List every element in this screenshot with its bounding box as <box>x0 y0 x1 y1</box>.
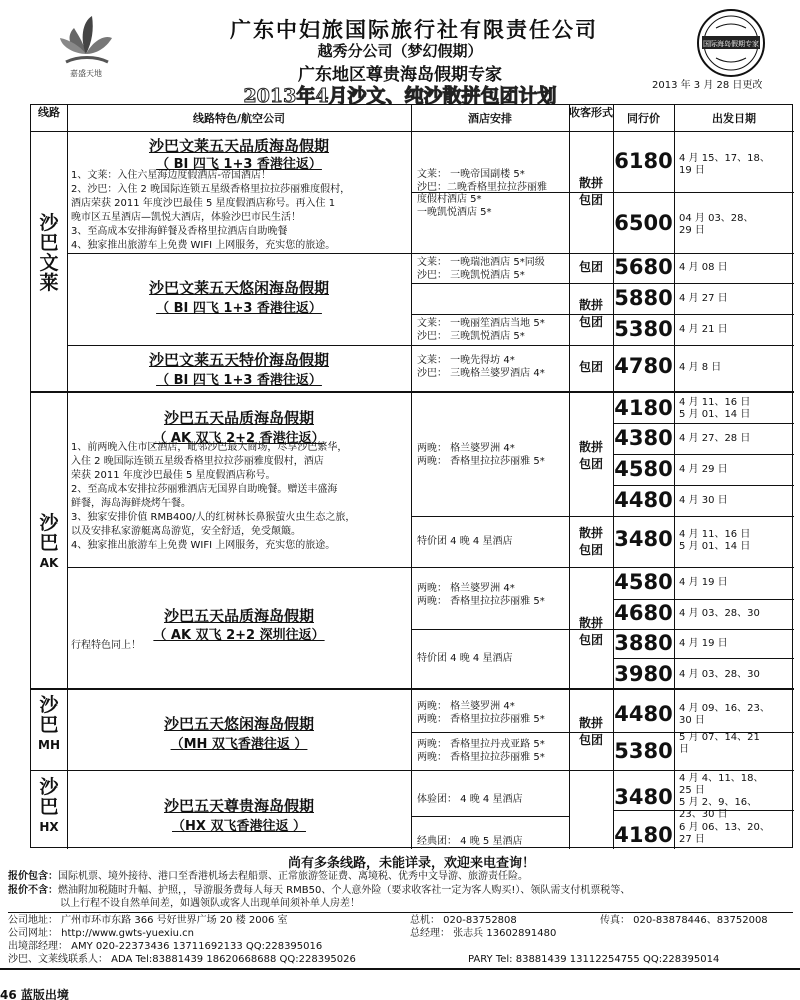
hotel-arrangement: 经典团： 4 晚 5 星酒店 <box>417 836 523 847</box>
booking-form: 散拼 包团 <box>578 716 603 747</box>
company-phone: 总机： 020-83752808 <box>410 915 517 926</box>
route-title: 沙巴文莱五天特价海岛假期 <box>148 351 329 369</box>
price: 3480 <box>614 785 673 809</box>
company-address: 公司地址： 广州市环市东路 366 号好世界广场 20 楼 2006 室 <box>8 915 288 926</box>
departure-dates: 4 月 4、11、18、 25 日 5 月 2、9、16、 23、30 日 <box>679 773 764 820</box>
hotel-arrangement: 文莱： 一晚瑞池酒店 5*同级 沙巴： 三晚凯悦酒店 5* <box>417 257 545 281</box>
col-header-features: 线路特色/航空公司 <box>192 112 286 125</box>
price: 4380 <box>614 426 673 450</box>
price-divider <box>613 283 794 284</box>
price: 4680 <box>614 601 673 625</box>
price-divider <box>411 816 569 817</box>
departure-dates: 4 月 29 日 <box>679 464 728 475</box>
price: 4480 <box>614 488 673 512</box>
group-divider <box>31 391 794 393</box>
hotel-arrangement: 两晚： 格兰婆罗洲 4* 两晚： 香格里拉拉莎丽雅 5* <box>417 701 545 725</box>
route-title: 沙巴文莱五天品质海岛假期 <box>148 137 329 155</box>
company-fax: 传真： 020-83878446、83752008 <box>600 915 768 926</box>
departure-dates: 4 月 03、28、30 <box>679 669 760 680</box>
departure-dates: 4 月 27 日 <box>679 293 728 304</box>
col-header-dates: 出发日期 <box>712 112 756 125</box>
departure-dates: 4 月 19 日 <box>679 638 728 649</box>
departure-dates: 04 月 03、28、 29 日 <box>679 213 754 236</box>
price: 4580 <box>614 457 673 481</box>
route-note: 行程特色同上！ <box>71 640 141 651</box>
departure-dates: 4 月 08 日 <box>679 262 728 273</box>
footer-divider <box>8 912 793 913</box>
more-routes-notice: 尚有多条线路，未能详录，欢迎来电查询！ <box>287 856 535 871</box>
departure-dates: 4 月 8 日 <box>679 362 722 373</box>
header-divider <box>31 131 794 132</box>
price: 4780 <box>614 354 673 378</box>
price-includes: 报价包含：国际机票、境外接待、港口至香港机场去程船票、正常旅游签证费、离境税、优秀中文导游、旅游责任险。 <box>8 871 528 882</box>
hotel-arrangement: 两晚： 格兰婆罗洲 4* 两晚： 香格里拉拉莎丽雅 5* <box>417 443 545 467</box>
route-features: 1、前两晚入住市区酒店，毗邻沙巴最大商场，尽享沙巴繁华， 入住 2 晚国际连锁五星级香格里拉拉莎丽雅度假村，酒店 荣获 2011 年度沙巴最佳 5 星度假酒店称号。 2、至高成本安排拉莎丽雅酒店无国界自助晚餐。赠送丰盛海 鲜餐，海岛海鲜烧烤午餐。 3、独家安排价值 RMB400/人的红树林长鼻猴萤火虫生态之旅， 以及安排私家游艇离岛游览，安全舒适，免受颠簸。 4、独家推出旅游车上免费 WIFI 上网服务，充实您的旅途。 <box>71 442 356 551</box>
col-header-hotel: 酒店安排 <box>468 112 512 125</box>
route-title: 沙巴五天悠闲海岛假期 <box>163 715 314 733</box>
group-label-brunei: 沙巴文莱 <box>39 212 59 294</box>
group-divider <box>31 770 794 771</box>
route-subtitle: （ AK 双飞 2+2 深圳往返） <box>153 628 325 643</box>
hotel-arrangement: 特价团 4 晚 4 星酒店 <box>417 536 513 547</box>
col-divider <box>411 105 412 849</box>
route-title: 沙巴五天尊贵海岛假期 <box>163 797 314 815</box>
price-divider <box>613 454 794 455</box>
departure-dates: 4 月 27、28 日 <box>679 433 751 444</box>
price-excludes-note: 以上行程不设自然单间差，如遇领队或客人出现单间须补单人房差！ <box>60 898 360 909</box>
update-date: 2013 年 3 月 28 日更改 <box>652 80 763 91</box>
hotel-arrangement: 特价团 4 晚 4 星酒店 <box>417 653 513 664</box>
hotel-arrangement: 两晚： 格兰婆罗洲 4* 两晚： 香格里拉拉莎丽雅 5* <box>417 583 545 607</box>
route-divider <box>67 345 794 346</box>
svg-text:国际海岛假期专家: 国际海岛假期专家 <box>703 40 759 48</box>
departure-dates: 4 月 19 日 <box>679 577 728 588</box>
booking-form: 包团 <box>578 360 603 374</box>
col-divider <box>674 105 675 849</box>
hotel-arrangement: 体验团： 4 晚 4 星酒店 <box>417 794 523 805</box>
contact-ada: 沙巴、文莱线联系人： ADA Tel:83881439 18620668688 QQ:228395026 <box>8 954 356 965</box>
page-number: 46 蓝版出境 <box>0 988 69 1000</box>
price: 5380 <box>614 739 673 763</box>
contact-pary: PARY Tel: 83881439 13112254755 QQ:228395014 <box>468 954 720 965</box>
price-divider <box>411 283 569 284</box>
group-label-ak: 沙巴 AK <box>39 512 59 570</box>
svg-text:嘉盛天地: 嘉盛天地 <box>70 69 102 78</box>
booking-form: 散拼 包团 <box>578 298 603 329</box>
booking-form: 散拼 包团 <box>578 176 603 207</box>
group-label-hx: 沙巴 HX <box>39 776 59 834</box>
booking-form: 散拼 包团 <box>578 616 603 647</box>
company-name: 广东中妇旅国际旅行社有限责任公司 <box>230 18 598 42</box>
hotel-arrangement: 文莱： 一晚丽笙酒店当地 5* 沙巴： 三晚凯悦酒店 5* <box>417 318 545 342</box>
col-header-price: 同行价 <box>627 112 660 125</box>
route-subtitle: （ AK 双飞 2+2 香港往返） <box>153 431 325 446</box>
header <box>0 0 800 107</box>
departure-dates: 4 月 11、16 日 5 月 01、14 日 <box>679 529 751 552</box>
price: 5380 <box>614 317 673 341</box>
price: 3480 <box>614 527 673 551</box>
group-divider <box>31 688 794 690</box>
company-website[interactable]: 公司网址： http://www.gwts-yuexiu.cn <box>8 928 194 939</box>
price: 3980 <box>614 662 673 686</box>
departure-dates: 4 月 03、28、30 <box>679 608 760 619</box>
price-divider <box>613 423 794 424</box>
slogan: 广东地区尊贵海岛假期专家 <box>298 65 502 85</box>
route-subtitle: （ BI 四飞 1+3 香港往返） <box>156 301 322 316</box>
branch-name: 越秀分公司（梦幻假期） <box>317 42 483 60</box>
price: 4580 <box>614 570 673 594</box>
price: 5680 <box>614 255 673 279</box>
general-manager: 总经理： 张志兵 13602891480 <box>410 928 557 939</box>
route-subtitle: （HX 双飞香港往返 ） <box>172 819 306 834</box>
route-title: 沙巴五天品质海岛假期 <box>163 607 314 625</box>
departure-dates: 4 月 11、16 日 5 月 01、14 日 <box>679 397 751 420</box>
hotel-arrangement: 文莱： 一晚帝国副楼 5* 沙巴：二晚香格里拉拉莎丽雅 度假村酒店 5* 一晚凯悦酒店 5* <box>417 169 547 218</box>
price: 4180 <box>614 396 673 420</box>
page-divider <box>0 968 800 970</box>
price: 5880 <box>614 286 673 310</box>
departure-dates: 4 月 21 日 <box>679 324 728 335</box>
route-subtitle: （MH 双飞香港往返 ） <box>170 737 308 752</box>
price: 6500 <box>614 211 673 235</box>
booking-form: 散拼 包团 <box>578 440 603 471</box>
col-header-form: 收客形式 <box>569 106 613 119</box>
price-divider <box>613 599 794 600</box>
booking-form: 包团 <box>578 260 603 274</box>
departure-dates: 4 月 15、17、18、 19 日 <box>679 153 770 176</box>
route-subtitle: （ BI 四飞 1+3 香港往返） <box>156 373 322 388</box>
departure-dates: 4 月 09、16、23、 30 日 <box>679 703 770 726</box>
route-features: 1、文莱：入住六星海边度假酒店-帝国酒店！ 2、沙巴：入住 2 晚国际连锁五星级香格里拉拉莎丽雅度假村， 酒店荣获 2011 年度沙巴最佳 5 星度假酒店称号。再入住 1 晚市区五星酒店—凯悦大酒店，体验沙巴市民生活！ 3、至高成本安排海鲜餐及香格里拉酒店自助晚餐 4、独家推出旅游车上免费 WIFI 上网服务，充实您的旅途。 <box>71 170 351 251</box>
price: 6180 <box>614 149 673 173</box>
departure-dates: 6 月 06、13、20、 27 日 <box>679 822 770 845</box>
hotel-arrangement: 文莱： 一晚先得坊 4* 沙巴： 三晚格兰婆罗酒店 4* <box>417 355 545 379</box>
departure-dates: 5 月 07、14、21 日 <box>679 732 760 755</box>
col-header-route: 线路 <box>38 106 60 119</box>
outbound-manager: 出境部经理： AMY 020-22373436 13711692133 QQ:228395016 <box>8 941 323 952</box>
seal-logo-icon <box>696 8 766 78</box>
price-divider <box>569 283 613 284</box>
route-subtitle: （ BI 四飞 1+3 香港往返） <box>156 157 322 172</box>
route-title: 沙巴五天品质海岛假期 <box>163 409 314 427</box>
route-divider <box>67 567 794 568</box>
departure-dates: 4 月 30 日 <box>679 495 728 506</box>
hotel-arrangement: 两晚： 香格里拉丹戎亚路 5* 两晚： 香格里拉拉莎丽雅 5* <box>417 739 545 763</box>
booking-form: 散拼 包团 <box>578 526 603 557</box>
price: 4480 <box>614 702 673 726</box>
itinerary-table <box>30 104 793 848</box>
plan-title: 2013年4月沙文、纯沙散拼包团计划 <box>243 85 557 107</box>
price-divider <box>613 485 794 486</box>
price-excludes: 报价不含：燃油附加税随时升幅、护照，，导游服务费每人每天 RMB50、个人意外险（要求收客社一定为客人购买!）、领队需支付机票税等、 <box>8 885 631 896</box>
route-divider <box>67 253 794 254</box>
price: 4180 <box>614 823 673 847</box>
group-label-mh: 沙巴 MH <box>38 694 60 752</box>
price-divider <box>411 516 794 517</box>
route-title: 沙巴文莱五天悠闲海岛假期 <box>148 279 329 297</box>
price-divider <box>613 658 794 659</box>
price: 3880 <box>614 631 673 655</box>
